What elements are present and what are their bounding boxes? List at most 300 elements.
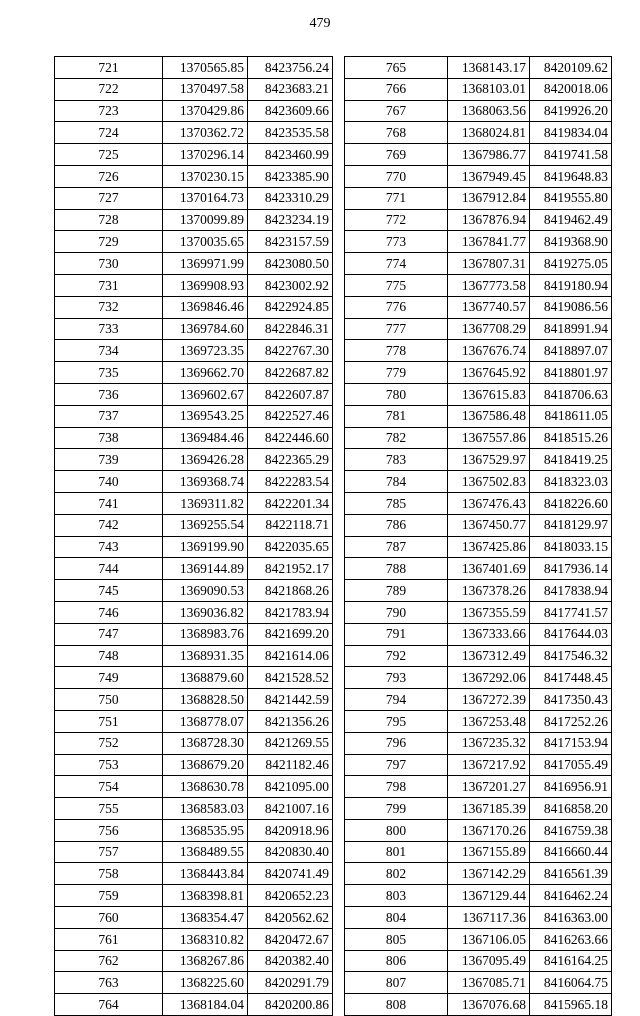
table-row <box>55 514 333 536</box>
y-coordinate-cell: 8422767.30 <box>248 340 333 362</box>
point-number-cell: 734 <box>55 340 163 362</box>
table-row <box>345 754 612 776</box>
x-coordinate-cell: 1369484.46 <box>163 427 248 449</box>
x-coordinate-cell: 1368489.55 <box>163 841 248 863</box>
x-coordinate-cell: 1368267.86 <box>163 950 248 972</box>
table-row <box>345 209 612 231</box>
point-number-cell: 796 <box>345 732 448 754</box>
point-number-cell: 783 <box>345 449 448 471</box>
table-row <box>55 558 333 580</box>
point-number-cell: 758 <box>55 863 163 885</box>
y-coordinate-cell: 8423157.59 <box>248 231 333 253</box>
point-number-cell: 731 <box>55 274 163 296</box>
table-row <box>345 841 612 863</box>
x-coordinate-cell: 1367095.49 <box>448 950 530 972</box>
y-coordinate-cell: 8420918.96 <box>248 819 333 841</box>
x-coordinate-cell: 1369426.28 <box>163 449 248 471</box>
table-row <box>55 362 333 384</box>
table-row <box>345 405 612 427</box>
table-row <box>345 165 612 187</box>
point-number-cell: 750 <box>55 689 163 711</box>
x-coordinate-cell: 1367986.77 <box>448 144 530 166</box>
table-row <box>345 819 612 841</box>
y-coordinate-cell: 8421783.94 <box>248 601 333 623</box>
table-row <box>55 231 333 253</box>
table-row <box>55 165 333 187</box>
table-row <box>55 78 333 100</box>
x-coordinate-cell: 1370099.89 <box>163 209 248 231</box>
table-row <box>345 144 612 166</box>
table-row <box>55 449 333 471</box>
point-number-cell: 768 <box>345 122 448 144</box>
point-number-cell: 801 <box>345 841 448 863</box>
point-number-cell: 761 <box>55 928 163 950</box>
x-coordinate-cell: 1370164.73 <box>163 187 248 209</box>
y-coordinate-cell: 8421952.17 <box>248 558 333 580</box>
y-coordinate-cell: 8420472.67 <box>248 928 333 950</box>
x-coordinate-cell: 1367529.97 <box>448 449 530 471</box>
x-coordinate-cell: 1367235.32 <box>448 732 530 754</box>
table-row <box>55 776 333 798</box>
y-coordinate-cell: 8417644.03 <box>530 623 612 645</box>
x-coordinate-cell: 1369368.74 <box>163 471 248 493</box>
table-row <box>55 405 333 427</box>
y-coordinate-cell: 8418323.03 <box>530 471 612 493</box>
table-row <box>55 885 333 907</box>
point-number-cell: 740 <box>55 471 163 493</box>
point-number-cell: 730 <box>55 253 163 275</box>
x-coordinate-cell: 1369255.54 <box>163 514 248 536</box>
x-coordinate-cell: 1369543.25 <box>163 405 248 427</box>
point-number-cell: 756 <box>55 819 163 841</box>
x-coordinate-cell: 1367333.66 <box>448 623 530 645</box>
table-row <box>345 601 612 623</box>
point-number-cell: 780 <box>345 383 448 405</box>
x-coordinate-cell: 1368931.35 <box>163 645 248 667</box>
x-coordinate-cell: 1367170.26 <box>448 819 530 841</box>
table-row <box>345 667 612 689</box>
point-number-cell: 787 <box>345 536 448 558</box>
point-number-cell: 739 <box>55 449 163 471</box>
coordinates-table-right <box>344 56 612 1016</box>
y-coordinate-cell: 8423310.29 <box>248 187 333 209</box>
x-coordinate-cell: 1368024.81 <box>448 122 530 144</box>
point-number-cell: 806 <box>345 950 448 972</box>
y-coordinate-cell: 8415965.18 <box>530 994 612 1016</box>
table-row <box>55 187 333 209</box>
point-number-cell: 725 <box>55 144 163 166</box>
x-coordinate-cell: 1368583.03 <box>163 798 248 820</box>
x-coordinate-cell: 1367450.77 <box>448 514 530 536</box>
y-coordinate-cell: 8422201.34 <box>248 492 333 514</box>
x-coordinate-cell: 1368310.82 <box>163 928 248 950</box>
table-row <box>345 732 612 754</box>
x-coordinate-cell: 1367740.57 <box>448 296 530 318</box>
y-coordinate-cell: 8422607.87 <box>248 383 333 405</box>
y-coordinate-cell: 8418419.25 <box>530 449 612 471</box>
y-coordinate-cell: 8421614.06 <box>248 645 333 667</box>
table-row <box>55 994 333 1016</box>
x-coordinate-cell: 1369602.67 <box>163 383 248 405</box>
x-coordinate-cell: 1369199.90 <box>163 536 248 558</box>
point-number-cell: 754 <box>55 776 163 798</box>
point-number-cell: 777 <box>345 318 448 340</box>
y-coordinate-cell: 8416660.44 <box>530 841 612 863</box>
table-row <box>55 841 333 863</box>
table-row <box>55 907 333 929</box>
x-coordinate-cell: 1368103.01 <box>448 78 530 100</box>
table-row <box>345 514 612 536</box>
point-number-cell: 775 <box>345 274 448 296</box>
x-coordinate-cell: 1370230.15 <box>163 165 248 187</box>
x-coordinate-cell: 1367292.06 <box>448 667 530 689</box>
point-number-cell: 800 <box>345 819 448 841</box>
x-coordinate-cell: 1368535.95 <box>163 819 248 841</box>
table-row <box>55 798 333 820</box>
y-coordinate-cell: 8417448.45 <box>530 667 612 689</box>
table-row <box>345 907 612 929</box>
point-number-cell: 788 <box>345 558 448 580</box>
table-row <box>345 427 612 449</box>
point-number-cell: 759 <box>55 885 163 907</box>
point-number-cell: 736 <box>55 383 163 405</box>
point-number-cell: 785 <box>345 492 448 514</box>
point-number-cell: 792 <box>345 645 448 667</box>
table-row <box>55 863 333 885</box>
table-row <box>345 776 612 798</box>
y-coordinate-cell: 8422527.46 <box>248 405 333 427</box>
x-coordinate-cell: 1367708.29 <box>448 318 530 340</box>
y-coordinate-cell: 8416956.91 <box>530 776 612 798</box>
point-number-cell: 747 <box>55 623 163 645</box>
y-coordinate-cell: 8416561.39 <box>530 863 612 885</box>
y-coordinate-cell: 8423234.19 <box>248 209 333 231</box>
table-row <box>55 689 333 711</box>
point-number-cell: 746 <box>55 601 163 623</box>
point-number-cell: 727 <box>55 187 163 209</box>
y-coordinate-cell: 8420382.40 <box>248 950 333 972</box>
x-coordinate-cell: 1367502.83 <box>448 471 530 493</box>
y-coordinate-cell: 8420109.62 <box>530 57 612 79</box>
x-coordinate-cell: 1367106.05 <box>448 928 530 950</box>
point-number-cell: 732 <box>55 296 163 318</box>
y-coordinate-cell: 8417252.26 <box>530 710 612 732</box>
y-coordinate-cell: 8416164.25 <box>530 950 612 972</box>
point-number-cell: 795 <box>345 710 448 732</box>
x-coordinate-cell: 1370362.72 <box>163 122 248 144</box>
point-number-cell: 723 <box>55 100 163 122</box>
x-coordinate-cell: 1367076.68 <box>448 994 530 1016</box>
y-coordinate-cell: 8422687.82 <box>248 362 333 384</box>
x-coordinate-cell: 1368354.47 <box>163 907 248 929</box>
x-coordinate-cell: 1369784.60 <box>163 318 248 340</box>
table-row <box>345 57 612 79</box>
point-number-cell: 721 <box>55 57 163 79</box>
y-coordinate-cell: 8419834.04 <box>530 122 612 144</box>
x-coordinate-cell: 1368983.76 <box>163 623 248 645</box>
point-number-cell: 762 <box>55 950 163 972</box>
y-coordinate-cell: 8421269.55 <box>248 732 333 754</box>
table-row <box>345 645 612 667</box>
x-coordinate-cell: 1367773.58 <box>448 274 530 296</box>
y-coordinate-cell: 8423683.21 <box>248 78 333 100</box>
y-coordinate-cell: 8419648.83 <box>530 165 612 187</box>
table-row <box>345 994 612 1016</box>
table-row <box>55 296 333 318</box>
point-number-cell: 807 <box>345 972 448 994</box>
y-coordinate-cell: 8423535.58 <box>248 122 333 144</box>
y-coordinate-cell: 8420018.06 <box>530 78 612 100</box>
table-row <box>345 710 612 732</box>
y-coordinate-cell: 8423609.66 <box>248 100 333 122</box>
point-number-cell: 786 <box>345 514 448 536</box>
x-coordinate-cell: 1367425.86 <box>448 536 530 558</box>
point-number-cell: 789 <box>345 580 448 602</box>
x-coordinate-cell: 1368778.07 <box>163 710 248 732</box>
point-number-cell: 790 <box>345 601 448 623</box>
y-coordinate-cell: 8418129.97 <box>530 514 612 536</box>
y-coordinate-cell: 8421528.52 <box>248 667 333 689</box>
point-number-cell: 798 <box>345 776 448 798</box>
x-coordinate-cell: 1370429.86 <box>163 100 248 122</box>
y-coordinate-cell: 8420200.86 <box>248 994 333 1016</box>
point-number-cell: 769 <box>345 144 448 166</box>
table-row <box>55 383 333 405</box>
y-coordinate-cell: 8422924.85 <box>248 296 333 318</box>
point-number-cell: 748 <box>55 645 163 667</box>
y-coordinate-cell: 8416462.24 <box>530 885 612 907</box>
x-coordinate-cell: 1368063.56 <box>448 100 530 122</box>
x-coordinate-cell: 1367615.83 <box>448 383 530 405</box>
x-coordinate-cell: 1367155.89 <box>448 841 530 863</box>
table-row <box>55 972 333 994</box>
point-number-cell: 751 <box>55 710 163 732</box>
y-coordinate-cell: 8417546.32 <box>530 645 612 667</box>
table-row <box>345 492 612 514</box>
x-coordinate-cell: 1369662.70 <box>163 362 248 384</box>
x-coordinate-cell: 1367355.59 <box>448 601 530 623</box>
point-number-cell: 738 <box>55 427 163 449</box>
y-coordinate-cell: 8418515.26 <box>530 427 612 449</box>
point-number-cell: 764 <box>55 994 163 1016</box>
table-row <box>55 144 333 166</box>
y-coordinate-cell: 8421868.26 <box>248 580 333 602</box>
y-coordinate-cell: 8422446.60 <box>248 427 333 449</box>
y-coordinate-cell: 8420741.49 <box>248 863 333 885</box>
table-row <box>345 885 612 907</box>
x-coordinate-cell: 1369846.46 <box>163 296 248 318</box>
point-number-cell: 802 <box>345 863 448 885</box>
x-coordinate-cell: 1368398.81 <box>163 885 248 907</box>
point-number-cell: 799 <box>345 798 448 820</box>
point-number-cell: 760 <box>55 907 163 929</box>
y-coordinate-cell: 8417838.94 <box>530 580 612 602</box>
point-number-cell: 724 <box>55 122 163 144</box>
y-coordinate-cell: 8418991.94 <box>530 318 612 340</box>
point-number-cell: 763 <box>55 972 163 994</box>
table-row <box>345 100 612 122</box>
x-coordinate-cell: 1368143.17 <box>448 57 530 79</box>
table-row <box>345 449 612 471</box>
point-number-cell: 784 <box>345 471 448 493</box>
table-row <box>345 122 612 144</box>
point-number-cell: 765 <box>345 57 448 79</box>
y-coordinate-cell: 8419086.56 <box>530 296 612 318</box>
y-coordinate-cell: 8418226.60 <box>530 492 612 514</box>
x-coordinate-cell: 1368728.30 <box>163 732 248 754</box>
table-row <box>55 318 333 340</box>
x-coordinate-cell: 1369971.99 <box>163 253 248 275</box>
point-number-cell: 803 <box>345 885 448 907</box>
table-row <box>55 928 333 950</box>
table-row <box>55 601 333 623</box>
table-row <box>345 689 612 711</box>
x-coordinate-cell: 1367586.48 <box>448 405 530 427</box>
x-coordinate-cell: 1370565.85 <box>163 57 248 79</box>
y-coordinate-cell: 8417153.94 <box>530 732 612 754</box>
point-number-cell: 794 <box>345 689 448 711</box>
table-row <box>345 928 612 950</box>
point-number-cell: 733 <box>55 318 163 340</box>
table-row <box>345 362 612 384</box>
point-number-cell: 757 <box>55 841 163 863</box>
x-coordinate-cell: 1369311.82 <box>163 492 248 514</box>
y-coordinate-cell: 8418801.97 <box>530 362 612 384</box>
y-coordinate-cell: 8423460.99 <box>248 144 333 166</box>
x-coordinate-cell: 1367129.44 <box>448 885 530 907</box>
table-row <box>55 580 333 602</box>
point-number-cell: 772 <box>345 209 448 231</box>
x-coordinate-cell: 1368879.60 <box>163 667 248 689</box>
point-number-cell: 737 <box>55 405 163 427</box>
table-row <box>55 100 333 122</box>
y-coordinate-cell: 8416858.20 <box>530 798 612 820</box>
x-coordinate-cell: 1368630.78 <box>163 776 248 798</box>
y-coordinate-cell: 8416759.38 <box>530 819 612 841</box>
x-coordinate-cell: 1367807.31 <box>448 253 530 275</box>
y-coordinate-cell: 8417350.43 <box>530 689 612 711</box>
y-coordinate-cell: 8419555.80 <box>530 187 612 209</box>
point-number-cell: 745 <box>55 580 163 602</box>
point-number-cell: 735 <box>55 362 163 384</box>
y-coordinate-cell: 8420291.79 <box>248 972 333 994</box>
x-coordinate-cell: 1367841.77 <box>448 231 530 253</box>
y-coordinate-cell: 8423080.50 <box>248 253 333 275</box>
y-coordinate-cell: 8421095.00 <box>248 776 333 798</box>
point-number-cell: 804 <box>345 907 448 929</box>
x-coordinate-cell: 1370035.65 <box>163 231 248 253</box>
table-row <box>55 732 333 754</box>
table-row <box>55 122 333 144</box>
table-row <box>55 667 333 689</box>
point-number-cell: 808 <box>345 994 448 1016</box>
y-coordinate-cell: 8418611.05 <box>530 405 612 427</box>
table-row <box>55 710 333 732</box>
y-coordinate-cell: 8422283.54 <box>248 471 333 493</box>
x-coordinate-cell: 1367949.45 <box>448 165 530 187</box>
point-number-cell: 744 <box>55 558 163 580</box>
table-row <box>55 536 333 558</box>
table-row <box>345 78 612 100</box>
x-coordinate-cell: 1368828.50 <box>163 689 248 711</box>
table-row <box>345 340 612 362</box>
y-coordinate-cell: 8421699.20 <box>248 623 333 645</box>
point-number-cell: 767 <box>345 100 448 122</box>
x-coordinate-cell: 1367185.39 <box>448 798 530 820</box>
table-row <box>345 863 612 885</box>
y-coordinate-cell: 8421007.16 <box>248 798 333 820</box>
y-coordinate-cell: 8422365.29 <box>248 449 333 471</box>
point-number-cell: 793 <box>345 667 448 689</box>
x-coordinate-cell: 1368679.20 <box>163 754 248 776</box>
table-row <box>55 274 333 296</box>
x-coordinate-cell: 1368443.84 <box>163 863 248 885</box>
y-coordinate-cell: 8419462.49 <box>530 209 612 231</box>
y-coordinate-cell: 8419180.94 <box>530 274 612 296</box>
point-number-cell: 766 <box>345 78 448 100</box>
y-coordinate-cell: 8418897.07 <box>530 340 612 362</box>
x-coordinate-cell: 1367676.74 <box>448 340 530 362</box>
y-coordinate-cell: 8419926.20 <box>530 100 612 122</box>
x-coordinate-cell: 1367085.71 <box>448 972 530 994</box>
y-coordinate-cell: 8416064.75 <box>530 972 612 994</box>
point-number-cell: 722 <box>55 78 163 100</box>
y-coordinate-cell: 8421182.46 <box>248 754 333 776</box>
point-number-cell: 753 <box>55 754 163 776</box>
x-coordinate-cell: 1367401.69 <box>448 558 530 580</box>
table-row <box>55 645 333 667</box>
table-row <box>55 492 333 514</box>
point-number-cell: 755 <box>55 798 163 820</box>
point-number-cell: 791 <box>345 623 448 645</box>
table-row <box>345 536 612 558</box>
table-row <box>55 57 333 79</box>
table-row <box>55 623 333 645</box>
y-coordinate-cell: 8423002.92 <box>248 274 333 296</box>
coordinates-table-left <box>54 56 333 1016</box>
y-coordinate-cell: 8417741.57 <box>530 601 612 623</box>
point-number-cell: 749 <box>55 667 163 689</box>
x-coordinate-cell: 1367645.92 <box>448 362 530 384</box>
table-row <box>55 950 333 972</box>
point-number-cell: 729 <box>55 231 163 253</box>
y-coordinate-cell: 8420830.40 <box>248 841 333 863</box>
y-coordinate-cell: 8420652.23 <box>248 885 333 907</box>
x-coordinate-cell: 1367876.94 <box>448 209 530 231</box>
x-coordinate-cell: 1369036.82 <box>163 601 248 623</box>
point-number-cell: 743 <box>55 536 163 558</box>
y-coordinate-cell: 8422035.65 <box>248 536 333 558</box>
table-row <box>345 972 612 994</box>
x-coordinate-cell: 1370296.14 <box>163 144 248 166</box>
y-coordinate-cell: 8419741.58 <box>530 144 612 166</box>
x-coordinate-cell: 1367557.86 <box>448 427 530 449</box>
point-number-cell: 781 <box>345 405 448 427</box>
y-coordinate-cell: 8420562.62 <box>248 907 333 929</box>
y-coordinate-cell: 8423385.90 <box>248 165 333 187</box>
x-coordinate-cell: 1367201.27 <box>448 776 530 798</box>
y-coordinate-cell: 8419275.05 <box>530 253 612 275</box>
point-number-cell: 771 <box>345 187 448 209</box>
x-coordinate-cell: 1370497.58 <box>163 78 248 100</box>
table-row <box>345 318 612 340</box>
table-row <box>345 623 612 645</box>
x-coordinate-cell: 1369723.35 <box>163 340 248 362</box>
table-row <box>55 253 333 275</box>
x-coordinate-cell: 1368225.60 <box>163 972 248 994</box>
point-number-cell: 742 <box>55 514 163 536</box>
y-coordinate-cell: 8421356.26 <box>248 710 333 732</box>
